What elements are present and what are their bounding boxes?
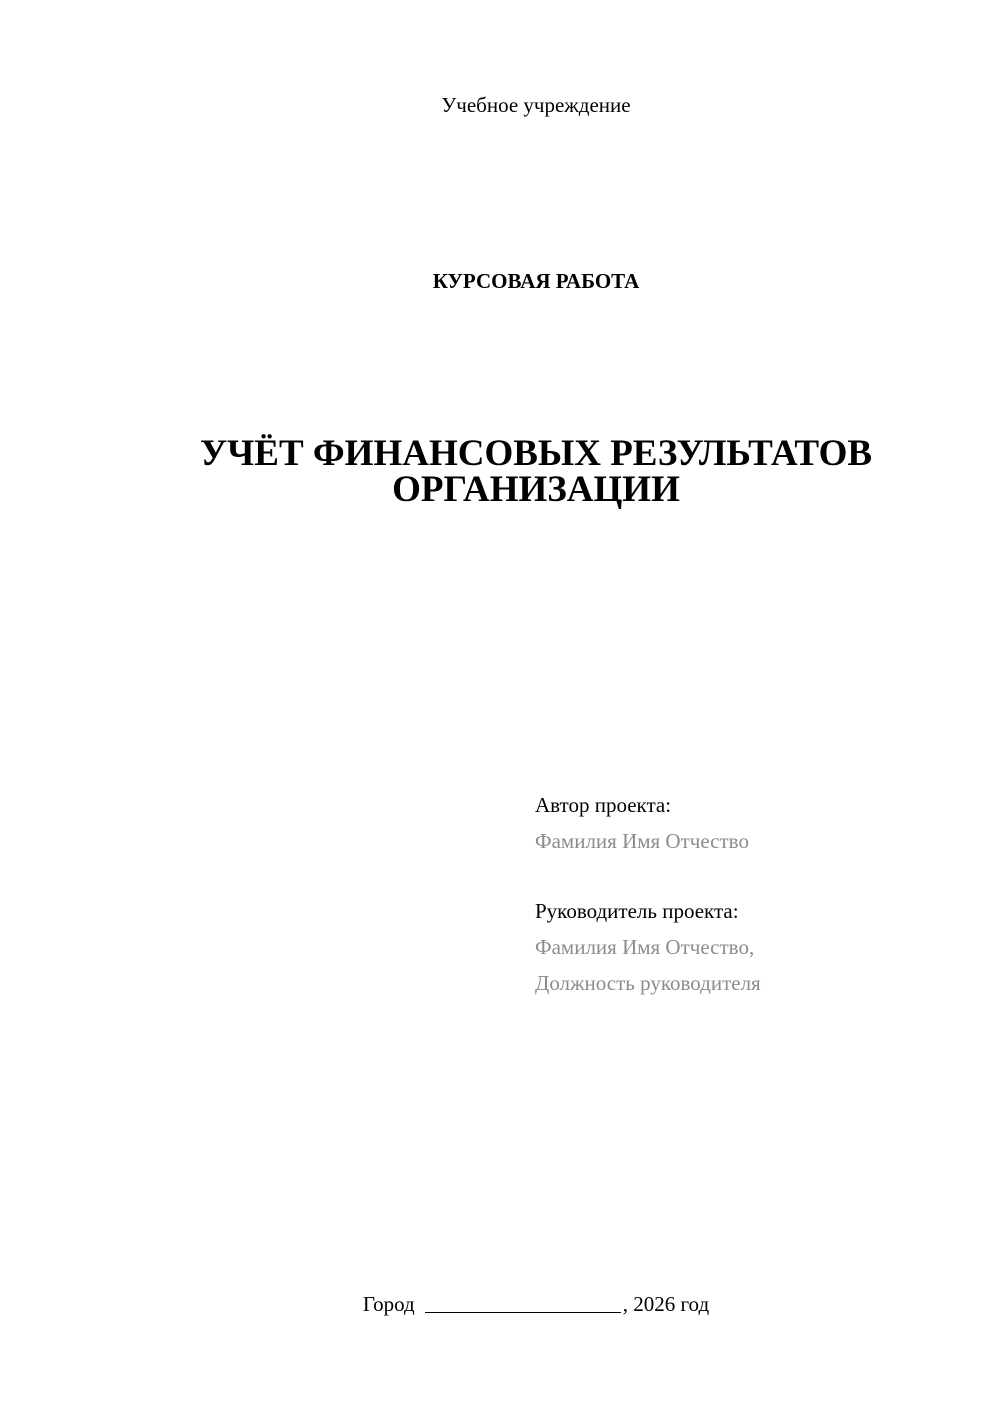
year-text: , 2026 год [622,1292,710,1316]
city-label: Город [362,1292,415,1316]
document-title-line-2: ОРГАНИЗАЦИИ [392,469,680,510]
author-name: Фамилия Имя Отчество [535,829,749,853]
author-label: Автор проекта: [535,793,672,817]
info-spacer [535,859,975,893]
institution-name: Учебное учреждение [441,93,631,117]
supervisor-name: Фамилия Имя Отчество, [535,935,755,959]
city-year-line [0,1290,1000,1318]
work-type-heading: КУРСОВАЯ РАБОТА [432,269,640,293]
city-blank-underline [425,1292,621,1313]
document-title [0,433,1000,510]
supervisor-label: Руководитель проекта: [535,899,739,923]
project-info-block [535,787,975,1001]
supervisor-position: Должность руководителя [535,971,761,995]
document-title-line-1: УЧЁТ ФИНАНСОВЫХ РЕЗУЛЬТАТОВ [199,433,873,474]
